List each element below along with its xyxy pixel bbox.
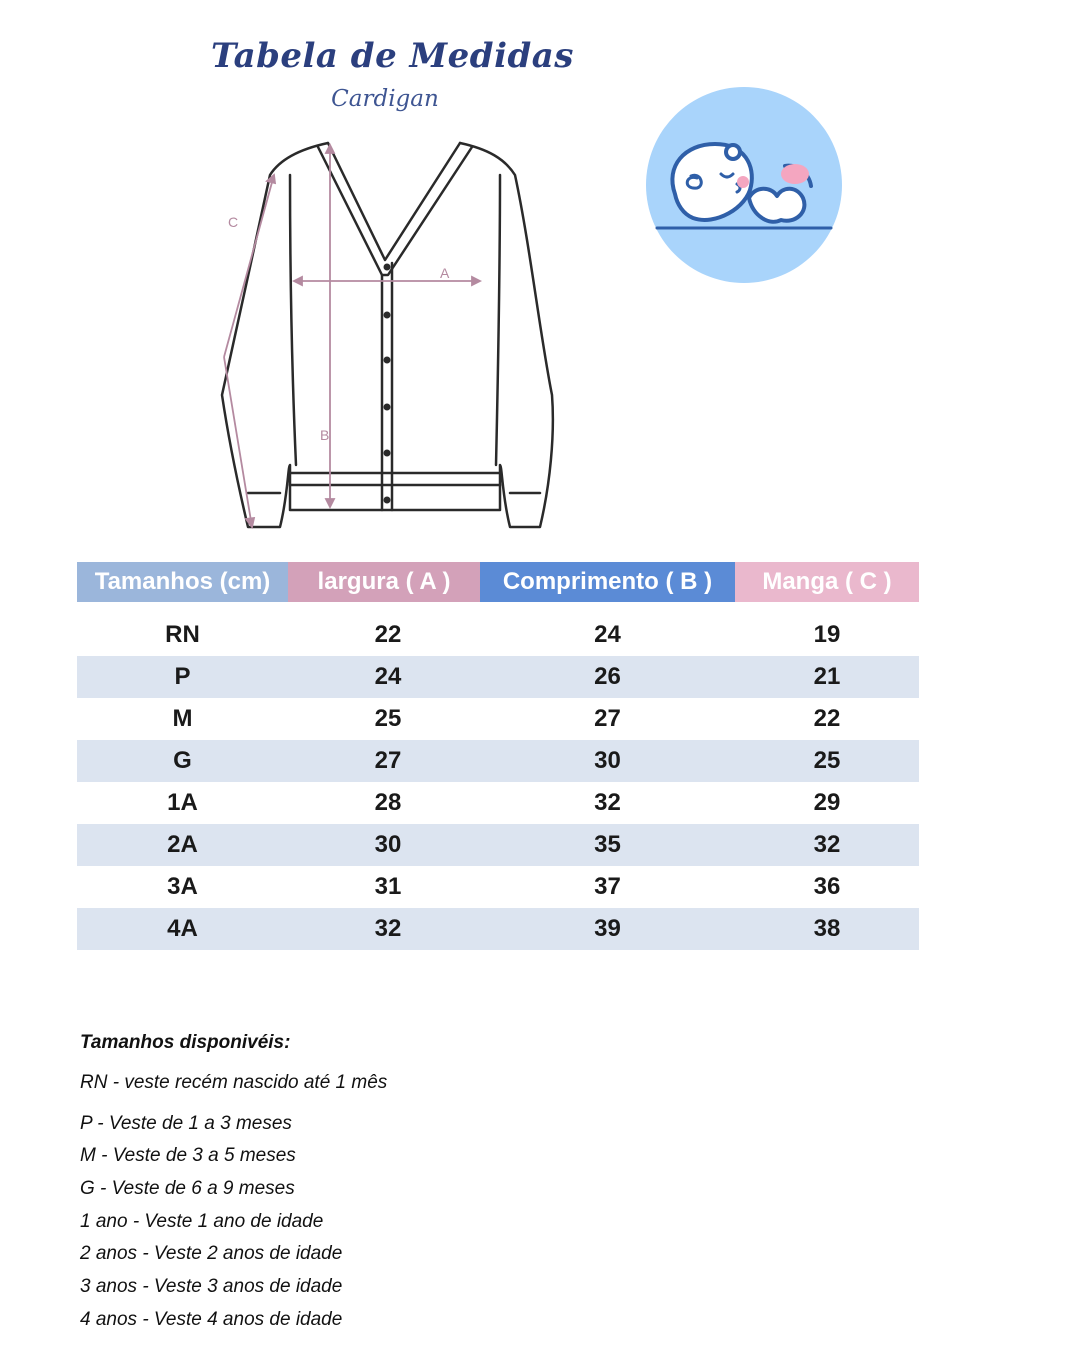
sleeve-cell: 25 xyxy=(813,747,841,774)
measure-label-a: A xyxy=(440,265,450,281)
width-cell: 31 xyxy=(374,873,402,900)
length-cell: 32 xyxy=(594,789,621,816)
sleeve-cell: 38 xyxy=(813,915,841,942)
note-item: RN - veste recém nascido até 1 mês xyxy=(80,1072,388,1093)
table-row xyxy=(77,824,919,866)
note-item: G - Veste de 6 a 9 meses xyxy=(80,1178,295,1200)
width-cell: 25 xyxy=(374,705,402,732)
note-item: 1 ano - Veste 1 ano de idade xyxy=(80,1210,324,1232)
note-item: 2 anos - Veste 2 anos de idade xyxy=(80,1243,343,1265)
length-cell: 37 xyxy=(594,873,621,900)
note-item: P - Veste de 1 a 3 meses xyxy=(80,1112,292,1134)
size-notes xyxy=(80,1032,780,1340)
note-item: M - Veste de 3 a 5 meses xyxy=(80,1145,296,1167)
width-cell: 27 xyxy=(374,747,402,774)
sleeve-cell: 36 xyxy=(813,873,841,900)
sleeve-cell: 32 xyxy=(813,831,841,858)
width-cell: 24 xyxy=(374,663,402,690)
size-cell: 2A xyxy=(167,831,198,858)
notes-title: Tamanhos disponivéis: xyxy=(80,1032,291,1053)
note-item: 4 anos - Veste 4 anos de idade xyxy=(80,1308,343,1330)
size-cell: 1A xyxy=(167,789,198,816)
cardigan-outline-icon xyxy=(210,135,570,535)
table-body xyxy=(77,614,919,950)
sleeve-cell: 21 xyxy=(813,663,841,690)
header-manga: Manga ( C ) xyxy=(735,562,919,602)
sleeping-baby-icon xyxy=(645,86,843,284)
length-cell: 26 xyxy=(594,663,621,690)
width-cell: 30 xyxy=(374,831,402,858)
table-row xyxy=(77,614,919,656)
table-row xyxy=(77,740,919,782)
sleeve-cell: 19 xyxy=(813,621,841,648)
length-cell: 35 xyxy=(594,831,621,858)
table-row xyxy=(77,698,919,740)
page-title: Tabela de Medidas xyxy=(211,36,574,76)
size-cell: G xyxy=(173,747,192,774)
width-cell: 22 xyxy=(374,621,402,648)
size-cell: P xyxy=(174,663,191,690)
length-cell: 30 xyxy=(594,747,621,774)
measure-label-c: C xyxy=(228,214,239,230)
size-cell: M xyxy=(172,705,193,732)
sleeve-cell: 29 xyxy=(813,789,841,816)
table-row xyxy=(77,908,919,950)
table-row xyxy=(77,866,919,908)
sleeve-cell: 22 xyxy=(813,705,841,732)
table-row xyxy=(77,656,919,698)
header-largura: largura ( A ) xyxy=(288,562,480,602)
size-cell: RN xyxy=(165,621,200,648)
header-tamanhos: Tamanhos (cm) xyxy=(77,562,288,602)
measure-label-b: B xyxy=(320,427,330,443)
width-cell: 32 xyxy=(374,915,402,942)
width-cell: 28 xyxy=(374,789,402,816)
table-row xyxy=(77,782,919,824)
size-cell: 4A xyxy=(167,915,198,942)
length-cell: 24 xyxy=(594,621,621,648)
header-comprimento: Comprimento ( B ) xyxy=(480,562,735,602)
page-subtitle: Cardigan xyxy=(331,86,439,112)
length-cell: 39 xyxy=(594,915,621,942)
size-table xyxy=(77,562,919,950)
table-header xyxy=(77,562,919,602)
note-item: 3 anos - Veste 3 anos de idade xyxy=(80,1276,343,1298)
size-cell: 3A xyxy=(167,873,198,900)
length-cell: 27 xyxy=(594,705,621,732)
